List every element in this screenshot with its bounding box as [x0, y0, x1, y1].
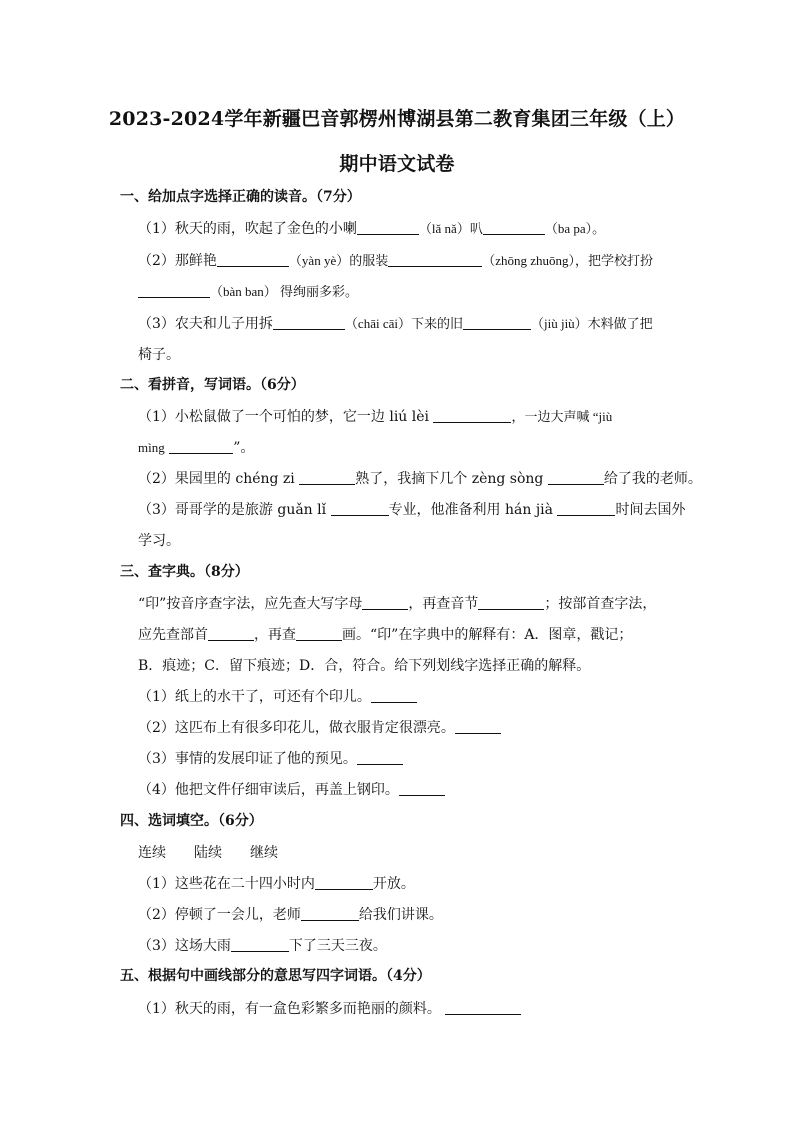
word-option: 陆续 — [194, 845, 222, 861]
s1-question-3-cont: 椅子。 — [138, 347, 180, 363]
s3-question-4: （4）他把文件仔细审读后，再盖上钢印。 — [138, 779, 445, 799]
section-5-heading: 五、根据句中画线部分的意思写四字词语。（4分） — [120, 968, 431, 984]
answer-blank[interactable] — [371, 688, 417, 703]
s3-question-3: （3）事情的发展印证了他的预见。 — [138, 748, 403, 768]
exam-title-line2: 期中语文试卷 — [339, 153, 455, 175]
s1-question-2: （2）那鲜艳 （yàn yè）的服装 （zhōng zhuōng），把学校打扮 — [138, 253, 654, 269]
answer-blank[interactable] — [557, 501, 615, 516]
answer-blank[interactable] — [362, 595, 408, 610]
s2-question-3: （3）哥哥学的是旅游 guǎn lǐ 专业，他准备利用 hán jià 时间去国外 — [138, 502, 686, 518]
exam-title-line1: 2023-2024学年新疆巴音郭楞州博湖县第二教育集团三年级（上） — [108, 108, 686, 130]
answer-blank[interactable] — [483, 220, 545, 235]
answer-blank[interactable] — [388, 252, 482, 267]
answer-blank[interactable] — [301, 906, 359, 921]
answer-blank[interactable] — [217, 252, 289, 267]
answer-blank[interactable] — [357, 220, 419, 235]
s4-question-3: （3）这场大雨 下了三天三夜。 — [138, 938, 387, 954]
answer-blank[interactable] — [138, 283, 210, 298]
answer-blank[interactable] — [296, 626, 342, 641]
answer-blank[interactable] — [208, 626, 254, 641]
s4-question-1: （1）这些花在二十四小时内 开放。 — [138, 876, 415, 892]
answer-blank[interactable] — [273, 315, 345, 330]
answer-blank[interactable] — [169, 439, 233, 454]
s3-paragraph-line2: 应先查部首 ，再查 画。“印”在字典中的解释有：A．图章，戳记； — [138, 627, 633, 643]
s3-question-1: （1）纸上的水干了，可还有个印儿。 — [138, 686, 417, 706]
s2-question-1-cont: mìng ”。 — [138, 440, 255, 456]
word-option: 继续 — [250, 845, 278, 861]
answer-blank[interactable] — [315, 875, 373, 890]
answer-blank[interactable] — [357, 750, 403, 765]
s1-question-2-cont: （bàn ban） 得绚丽多彩。 — [138, 281, 358, 300]
section-2-heading: 二、看拼音，写词语。（6分） — [120, 377, 305, 393]
s4-word-bank — [138, 842, 306, 862]
answer-blank[interactable] — [445, 1000, 521, 1015]
s1-question-1: （1）秋天的雨，吹起了金色的小喇 （lǎ nǎ）叭 （ba pa）。 — [138, 221, 606, 237]
s3-question-2: （2）这匹布上有很多印花儿，做衣服肯定很漂亮。 — [138, 717, 501, 737]
s3-paragraph-line3: B．痕迹；C．留下痕迹；D．合，符合。给下列划线字选择正确的解释。 — [138, 658, 591, 674]
answer-blank[interactable] — [433, 408, 511, 423]
s2-question-2: （2）果园里的 chéng zi 熟了，我摘下几个 zèng sòng 给了我的老师。 — [138, 471, 702, 487]
answer-blank[interactable] — [548, 470, 604, 485]
s3-paragraph-line1: “印”按音序查字法，应先查大写字母 ，再查音节 ；按部首查字法， — [138, 596, 657, 612]
answer-blank[interactable] — [299, 470, 355, 485]
answer-blank[interactable] — [399, 781, 445, 796]
section-3-heading: 三、查字典。（8分） — [120, 564, 249, 580]
answer-blank[interactable] — [455, 719, 501, 734]
word-option: 连续 — [138, 845, 166, 861]
section-1-heading: 一、给加点字选择正确的读音。（7分） — [120, 189, 361, 205]
s4-question-2: （2）停顿了一会儿，老师 给我们讲课。 — [138, 907, 443, 923]
s2-question-3-cont: 学习。 — [138, 533, 180, 549]
s5-question-1: （1）秋天的雨，有一盒色彩繁多而艳丽的颜料。 — [138, 998, 521, 1018]
answer-blank[interactable] — [463, 315, 531, 330]
s2-question-1: （1）小松鼠做了一个可怕的梦，它一边 liú lèi ，一边大声喊 “jiù — [138, 409, 613, 425]
answer-blank[interactable] — [231, 937, 289, 952]
answer-blank[interactable] — [331, 501, 389, 516]
section-4-heading: 四、选词填空。（6分） — [120, 813, 263, 829]
s1-question-3: （3）农夫和儿子用拆 （chāi cāi）下来的旧 （jiù jiù）木料做了把 — [138, 316, 653, 332]
answer-blank[interactable] — [478, 595, 544, 610]
